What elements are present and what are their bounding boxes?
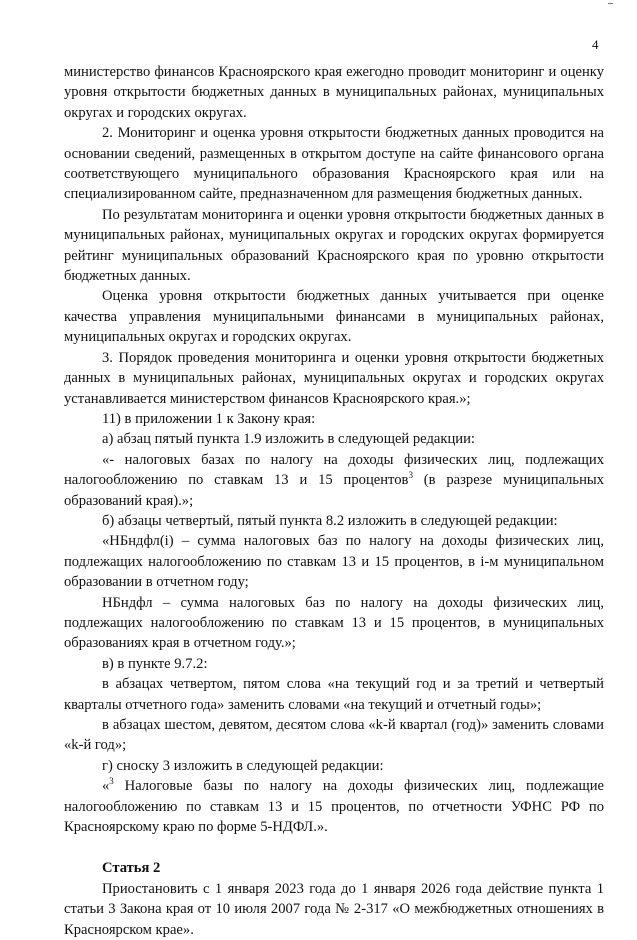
paragraph-nbndfl-definition: НБндфл – сумма налоговых баз по налогу на доходы физических лиц, подлежащих налогообложению по ставкам 13 и 15 процентов, в муниципальных образованиях края в отчетном году.»; xyxy=(64,594,604,652)
paragraph-monitoring-basis: 2. Мониторинг и оценка уровня открытости бюджетных данных проводится на основании сведений, размещенных в открытом доступе на сайте финансового органа соответствующего муниципального образования Красноярского края или на специализированном сайте, предназначенном для размещения бюджетных данных. xyxy=(64,125,604,203)
paragraph-replace-quarters: в абзацах четвертом, пятом слова «на текущий год и за третий и четвертый кварталы отчетного года» заменить словами «на текущий и отчетный годы»; xyxy=(64,676,604,713)
footnote-ref-3: 3 xyxy=(408,470,413,481)
quote-text-end: (в разрезе муниципальных образований края).»; xyxy=(64,472,605,509)
footnote-quote-open: « xyxy=(102,778,110,795)
paragraph-subitem-v: в) в пункте 9.7.2: xyxy=(102,655,208,672)
scan-edge-mark xyxy=(608,3,613,4)
paragraph-replace-k-quarter: в абзацах шестом, девятом, десятом слова «k-й квартал (год)» заменить словами «k-й год»; xyxy=(64,717,604,754)
footnote-body: Налоговые базы по налогу на доходы физических лиц, подлежащие налогообложению по ставкам 13 и 15 процентов, по отчетности УФНС РФ по Красноярскому краю по форме 5-НДФЛ.». xyxy=(64,778,604,836)
paragraph-quality-assessment: Оценка уровня открытости бюджетных данных учитывается при оценке качества управления муниципальными финансами в муниципальных районах, муниципальных округах и городских округах. xyxy=(64,288,604,346)
paragraph-footnote-3-text xyxy=(64,776,604,837)
paragraph-subitem-a: а) абзац пятый пункта 1.9 изложить в следующей редакции: xyxy=(102,431,475,448)
paragraph-subitem-g: г) сноску 3 изложить в следующей редакции: xyxy=(102,757,384,774)
paragraph-nbndfl-i-definition: «НБндфл(i) – сумма налоговых баз по налогу на доходы физических лиц, подлежащих налогообложению по ставкам 13 и 15 процентов, в i-м муниципальном образовании в отчетном году; xyxy=(64,533,604,591)
paragraph-tax-bases-quote xyxy=(64,450,604,511)
paragraph-subitem-b: б) абзацы четвертый, пятый пункта 8.2 изложить в следующей редакции: xyxy=(102,512,558,529)
footnote-mark-3: 3 xyxy=(109,776,114,787)
paragraph-continued-monitoring: министерство финансов Красноярского края ежегодно проводит мониторинг и оценку уровня открытости бюджетных данных в муниципальных районах, муниципальных округах и городских округах. xyxy=(64,64,604,121)
paragraph-item-11: 11) в приложении 1 к Закону края: xyxy=(102,410,316,427)
article-2-text: Приостановить с 1 января 2023 года до 1 января 2026 года действие пункта 1 статьи 3 Закона края от 10 июля 2007 года № 2-317 «О межбюджетных отношениях в Красноярском крае». xyxy=(64,880,604,938)
article-heading: Статья 2 xyxy=(102,860,161,877)
quote-text-start: «- налоговых базах по налогу на доходы физических лиц, подлежащих налогообложению по ставкам 13 и 15 процентов xyxy=(64,451,604,489)
paragraph-rating: По результатам мониторинга и оценки уровня открытости бюджетных данных в муниципальных районах, муниципальных округах и городских округах формируется рейтинг муниципальных образований Красноярского края по уровню открытости бюджетных данных. xyxy=(64,206,604,285)
page-number: 4 xyxy=(592,37,599,52)
paragraph-procedure: 3. Порядок проведения мониторинга и оценки уровня открытости бюджетных данных в муниципальных районах, муниципальных округах и городских округах устанавливается министерством финансов Красноярского края.»; xyxy=(64,349,604,407)
document-body xyxy=(64,62,604,940)
